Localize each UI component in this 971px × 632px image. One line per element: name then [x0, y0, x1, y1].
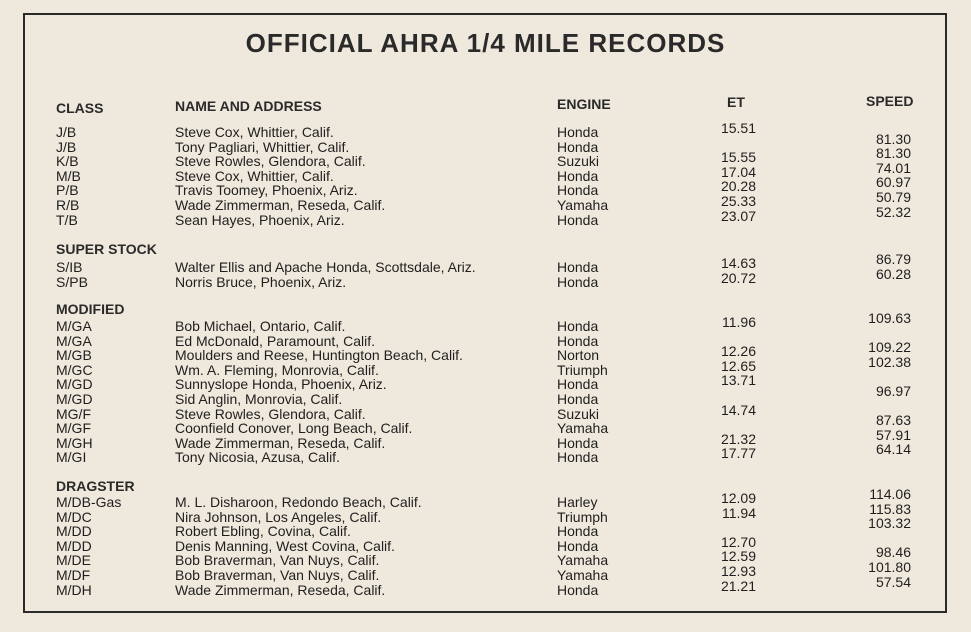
record-et: 20.72 — [720, 269, 756, 286]
record-name: Norris Bruce, Phoenix, Ariz. — [175, 273, 347, 290]
record-engine: Yamaha — [557, 197, 609, 213]
record-et: 12.65 — [720, 357, 756, 374]
record-engine: Triumph — [557, 508, 608, 525]
record-engine: Honda — [557, 138, 599, 155]
header-engine: ENGINE — [557, 96, 611, 112]
record-engine: Honda — [557, 273, 599, 290]
record-et: 11.96 — [722, 314, 756, 330]
record-et: 12.09 — [720, 490, 756, 506]
record-class: S/PB — [56, 273, 88, 290]
record-class: S/IB — [56, 259, 83, 275]
page-title: OFFICIAL AHRA 1/4 MILE RECORDS — [245, 28, 726, 58]
record-speed: 109.63 — [868, 310, 911, 326]
record-class: M/DB-Gas — [56, 494, 122, 510]
record-engine: Honda — [557, 182, 599, 199]
record-et: 21.21 — [720, 577, 756, 594]
record-class: P/B — [56, 182, 79, 199]
record-et: 14.74 — [720, 401, 756, 418]
record-row — [0, 372, 971, 393]
record-class: M/DC — [56, 508, 92, 525]
record-class: J/B — [56, 124, 77, 140]
record-et: 12.93 — [720, 563, 756, 579]
record-engine: Honda — [557, 376, 599, 393]
record-et: 25.33 — [720, 193, 756, 209]
header-et: ET — [727, 94, 745, 110]
record-class: M/GF — [56, 420, 91, 437]
record-speed: 50.79 — [875, 189, 911, 205]
record-name: Steve Cox, Whittier, Calif. — [175, 167, 334, 184]
record-engine: Norton — [557, 347, 600, 364]
record-row — [0, 401, 971, 422]
record-speed: 52.32 — [875, 203, 911, 220]
record-et: 12.59 — [720, 548, 756, 565]
record-name: Steve Rowles, Glendora, Calif. — [175, 153, 366, 170]
record-speed: 96.97 — [875, 383, 911, 399]
record-et: 12.70 — [720, 533, 756, 550]
record-et: 14.63 — [720, 255, 756, 271]
record-speed: 86.79 — [875, 251, 911, 267]
record-speed: 57.54 — [875, 573, 911, 590]
record-et: 11.94 — [722, 504, 756, 521]
record-row — [0, 533, 971, 554]
record-class: M/GC — [56, 361, 93, 378]
record-class: MG/F — [56, 405, 91, 422]
record-engine: Honda — [557, 332, 599, 349]
record-speed: 101.80 — [868, 559, 911, 575]
record-speed: 115.83 — [869, 500, 911, 517]
record-et: 12.26 — [720, 343, 756, 360]
record-name: Robert Ebling, Covina, Calif. — [175, 523, 351, 540]
record-name: Tony Pagliari, Whittier, Calif. — [175, 138, 350, 155]
header-name: NAME AND ADDRESS — [175, 98, 322, 114]
record-engine: Suzuki — [557, 405, 600, 422]
record-class: K/B — [56, 153, 79, 170]
record-et: 23.07 — [720, 207, 756, 224]
record-name: Sean Hayes, Phoenix, Ariz. — [175, 211, 345, 228]
record-engine: Honda — [557, 318, 599, 334]
record-class: M/DF — [56, 567, 91, 583]
record-engine: Honda — [557, 537, 599, 554]
record-class: R/B — [56, 197, 80, 213]
record-name: Moulders and Reese, Huntington Beach, Calif. — [175, 347, 463, 364]
record-name: Steve Cox, Whittier, Calif. — [175, 124, 334, 140]
record-name: Coonfield Conover, Long Beach, Calif. — [175, 420, 413, 437]
record-speed: 60.97 — [875, 174, 911, 191]
record-speed: 74.01 — [875, 159, 911, 176]
section-title: DRAGSTER — [56, 478, 135, 494]
record-class: M/B — [56, 167, 81, 184]
record-et: 20.28 — [720, 178, 756, 195]
record-engine: Honda — [557, 434, 599, 451]
record-class: M/GI — [56, 449, 87, 466]
record-et: 15.51 — [720, 120, 756, 136]
record-engine: Honda — [557, 581, 599, 598]
record-name: Tony Nicosia, Azusa, Calif. — [175, 449, 340, 466]
record-name: Walter Ellis and Apache Honda, Scottsdale, Ariz. — [175, 259, 476, 275]
record-class: M/DH — [56, 581, 92, 598]
record-name: Steve Rowles, Glendora, Calif. — [175, 405, 366, 422]
record-speed: 87.63 — [875, 412, 911, 429]
record-class: M/GH — [56, 434, 93, 451]
record-name: Wm. A. Fleming, Monrovia, Calif. — [175, 361, 379, 378]
record-speed: 57.91 — [875, 426, 911, 443]
record-name: Bob Braverman, Van Nuys, Calif. — [175, 552, 380, 569]
record-name: Travis Toomey, Phoenix, Ariz. — [175, 182, 358, 199]
record-name: Bob Braverman, Van Nuys, Calif. — [175, 567, 380, 583]
record-engine: Suzuki — [557, 153, 600, 170]
record-row — [0, 310, 971, 334]
record-et: 15.55 — [720, 149, 756, 166]
record-name: Ed McDonald, Paramount, Calif. — [175, 332, 375, 349]
record-name: Wade Zimmerman, Reseda, Calif. — [175, 581, 386, 598]
record-speed: 102.38 — [868, 353, 911, 370]
record-name: Sunnyslope Honda, Phoenix, Ariz. — [175, 376, 387, 393]
record-engine: Honda — [557, 523, 599, 540]
record-et: 17.77 — [720, 445, 756, 462]
record-name: Sid Anglin, Monrovia, Calif. — [175, 391, 343, 407]
section-title: SUPER STOCK — [56, 241, 157, 257]
record-class: M/DD — [56, 523, 92, 540]
record-speed: 60.28 — [875, 265, 911, 282]
record-speed: 64.14 — [875, 441, 911, 458]
record-class: T/B — [56, 211, 78, 228]
record-speed: 114.06 — [869, 486, 911, 502]
record-name: Bob Michael, Ontario, Calif. — [175, 318, 346, 334]
record-engine: Harley — [557, 494, 598, 510]
record-engine: Honda — [557, 449, 599, 466]
record-class: M/GD — [56, 391, 93, 407]
section-title: MODIFIED — [56, 301, 125, 317]
record-speed: 81.30 — [875, 145, 911, 162]
record-et: 13.71 — [720, 372, 756, 389]
record-engine: Honda — [557, 167, 599, 184]
record-engine: Yamaha — [557, 567, 609, 583]
record-row — [0, 333, 971, 349]
record-name: M. L. Disharoon, Redondo Beach, Calif. — [175, 494, 422, 510]
record-et: 21.32 — [720, 430, 756, 447]
record-name: Nira Johnson, Los Angeles, Calif. — [175, 508, 382, 525]
header-class: CLASS — [56, 100, 104, 116]
header-speed: SPEED — [866, 93, 914, 109]
record-name: Denis Manning, West Covina, Calif. — [175, 537, 395, 554]
record-row — [0, 120, 971, 140]
record-engine: Yamaha — [557, 420, 609, 437]
record-row — [0, 251, 971, 275]
record-speed: 98.46 — [875, 544, 911, 561]
record-engine: Honda — [557, 259, 599, 275]
record-name: Wade Zimmerman, Reseda, Calif. — [175, 434, 386, 451]
record-engine: Honda — [557, 124, 599, 140]
record-engine: Honda — [557, 211, 599, 228]
record-speed: 81.30 — [875, 130, 911, 147]
record-engine: Honda — [557, 391, 599, 407]
record-engine: Triumph — [557, 361, 608, 378]
record-class: M/DD — [56, 537, 92, 554]
record-class: M/GD — [56, 376, 93, 393]
record-class: M/GA — [56, 332, 92, 349]
record-speed: 103.32 — [868, 515, 911, 532]
record-class: M/GB — [56, 347, 92, 364]
record-class: J/B — [56, 138, 77, 155]
record-engine: Yamaha — [557, 552, 609, 569]
record-et: 17.04 — [720, 163, 756, 180]
record-name: Wade Zimmerman, Reseda, Calif. — [175, 197, 386, 213]
record-speed: 109.22 — [868, 339, 911, 356]
record-class: M/GA — [56, 318, 92, 334]
record-class: M/DE — [56, 552, 91, 569]
